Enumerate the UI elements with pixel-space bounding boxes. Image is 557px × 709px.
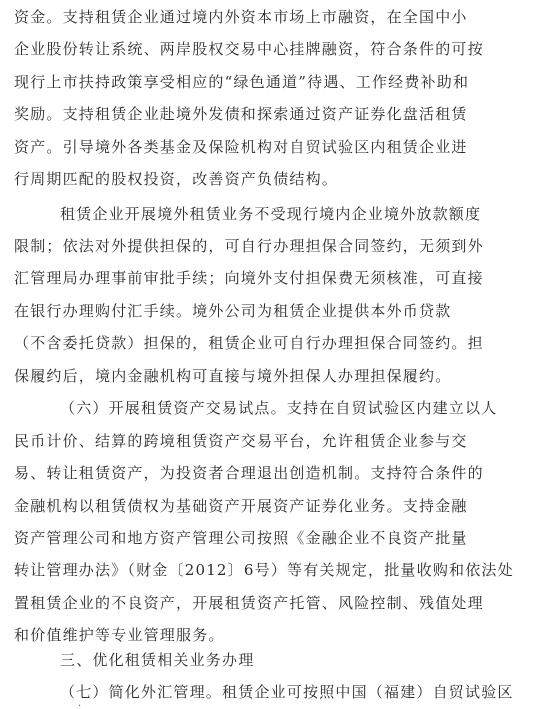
text-line-4: 奖励。支持租赁企业赴境外发债和探索通过资产证券化盘活租赁 [14, 105, 468, 123]
text-line-9: 汇管理局办理事前审批手续；向境外支付担保费无须核准，可直接 [14, 269, 484, 287]
text-line-16: 金融机构以租赁债权为基础资产开展资产证券化业务。支持金融 [14, 497, 468, 515]
text-line-18: 转让管理办法》（财金〔2012〕6号）等有关规定，批量收购和依法处 [14, 561, 514, 579]
text-line-19: 置租赁企业的不良资产，开展租赁资产托管、风险控制、残值处理 [14, 594, 484, 612]
text-line-10: 在银行办理购付汇手续。境外公司为租赁企业提供本外币贷款 [14, 302, 452, 320]
edge-mark: . [78, 698, 82, 709]
text-line-15: 易、转让租赁资产，为投资者合理退出创造机制。支持符合条件的 [14, 464, 484, 482]
text-line-17: 资产管理公司和地方资产管理公司按照《金融企业不良资产批量 [14, 529, 468, 547]
text-line-11: （不含委托贷款）担保的，租赁企业可自行办理担保合同签约。担 [14, 334, 484, 352]
text-line-3: 现行上市扶持政策享受相应的“绿色通道”待遇、工作经费补助和 [14, 73, 470, 91]
text-line-20: 和价值维护等专业管理服务。 [14, 626, 225, 644]
text-line-8: 限制；依法对外提供担保的，可自行办理担保合同签约，无须到外 [14, 237, 484, 255]
text-line-2: 企业股份转让系统、两岸股权交易中心挂牌融资，符合条件的可按 [14, 40, 484, 58]
text-line-1: 资金。支持租赁企业通过境内外资本市场上市融资，在全国中小 [14, 8, 468, 26]
section-three-heading: 三、优化租赁相关业务办理 [60, 651, 255, 669]
paragraph-start-1: 租赁企业开展境外租赁业务不受现行境内企业境外放款额度 [60, 205, 482, 223]
text-line-12: 保履约后，境内金融机构可直接与境外担保人办理担保履约。 [14, 367, 452, 385]
text-line-5: 资产。引导境外各类基金及保险机构对自贸试验区内租赁企业进 [14, 138, 468, 156]
text-line-6: 行周期匹配的股权投资，改善资产负债结构。 [14, 170, 339, 188]
section-seven-heading: （七）简化外汇管理。租赁企业可按照中国（福建）自贸试验区 [60, 683, 514, 701]
text-line-14: 民币计价、结算的跨境租赁资产交易平台，允许租赁企业参与交 [14, 432, 468, 450]
section-six-heading: （六）开展租赁资产交易试点。支持在自贸试验区内建立以人 [60, 399, 498, 417]
